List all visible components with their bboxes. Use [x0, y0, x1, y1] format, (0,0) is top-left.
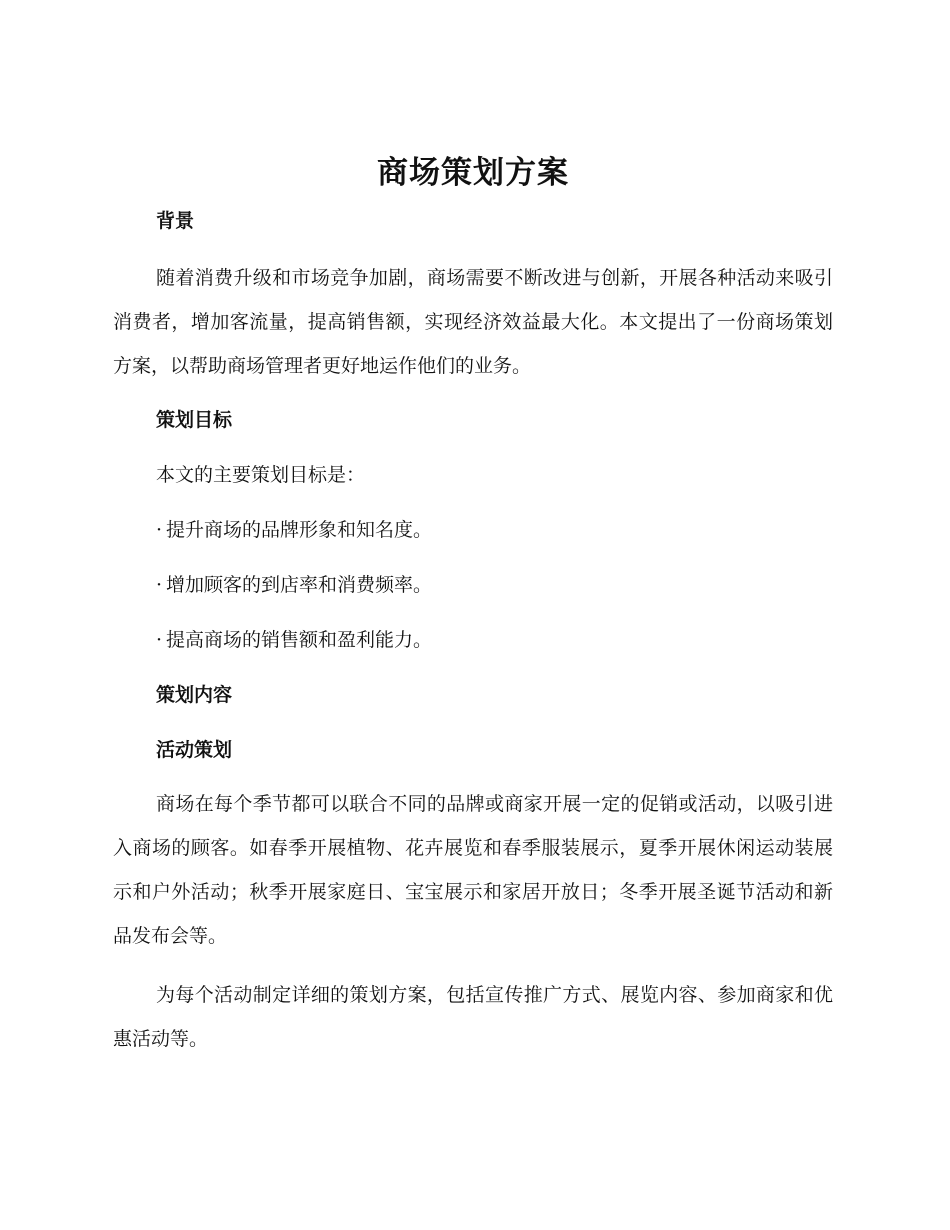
goal-item: [113, 570, 833, 600]
paragraph-activity-1: 商场在每个季节都可以联合不同的品牌或商家开展一定的促销或活动，以吸引进入商场的顾客。如春季开展植物、花卉展览和春季服装展示，夏季开展休闲运动装展示和户外活动；秋季开展家庭日、宝宝展示和家居开放日；冬季开展圣诞节活动和新品发布会等。: [113, 793, 833, 947]
heading-content: 策划内容: [156, 684, 233, 706]
paragraph-activity-2: 为每个活动制定详细的策划方案，包括宣传推广方式、展览内容、参加商家和优惠活动等。: [113, 984, 833, 1050]
goals-intro: 本文的主要策划目标是：: [156, 464, 366, 486]
document-page: [113, 148, 833, 1061]
document-title: 商场策划方案: [377, 155, 569, 191]
goal-item: [113, 625, 833, 655]
goal-item-text: 增加顾客的到店率和消费频率。: [166, 574, 433, 596]
heading-goals: 策划目标: [156, 409, 233, 431]
bullet-icon: ·: [156, 574, 163, 596]
goal-item-text: 提升商场的品牌形象和知名度。: [166, 519, 433, 541]
heading-background: 背景: [156, 210, 195, 232]
bullet-icon: ·: [156, 519, 163, 541]
paragraph-background: 随着消费升级和市场竞争加剧，商场需要不断改进与创新，开展各种活动来吸引消费者，增加客流量，提高销售额，实现经济效益最大化。本文提出了一份商场策划方案，以帮助商场管理者更好地运作他们的业务。: [113, 267, 833, 377]
heading-activity: 活动策划: [156, 739, 233, 761]
goal-item-text: 提高商场的销售额和盈利能力。: [166, 629, 433, 651]
bullet-icon: ·: [156, 629, 163, 651]
goal-item: [113, 515, 833, 545]
